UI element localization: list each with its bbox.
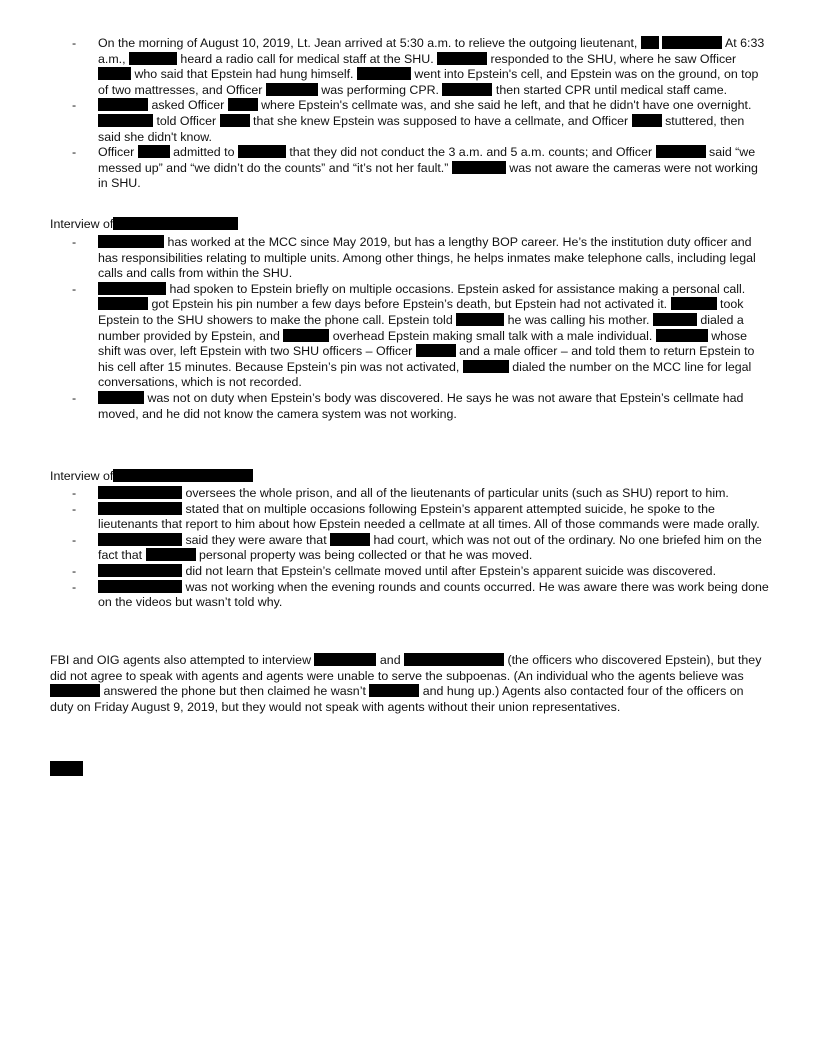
redaction-box	[442, 83, 492, 96]
section-1-bullets	[72, 36, 770, 192]
text-run: admitted to	[169, 145, 238, 160]
redaction-box	[437, 52, 487, 65]
text-run: who said that Epstein had hung himself.	[131, 67, 357, 82]
text-run: responded to the SHU, where he saw Officer	[487, 51, 737, 66]
text-run: had spoken to Epstein briefly on multiple occasions. Epstein asked for assistance making a personal call.	[166, 281, 746, 296]
bullet-dash: -	[72, 98, 77, 113]
bullet-dash: -	[72, 281, 77, 296]
redaction-box	[452, 161, 506, 174]
redaction-box	[653, 313, 697, 326]
text-run: that they did not conduct the 3 a.m. and 5 a.m. counts; and Officer	[285, 145, 656, 160]
redaction-box	[656, 145, 706, 158]
text-run: FBI and OIG agents also attempted to interview	[50, 653, 315, 667]
redaction-box	[98, 502, 182, 515]
redaction-box	[416, 344, 456, 357]
text-run: (the officers who discovered Epstein), but they did not agree to speak with agents and agents were unable to serve the subpoenas. (An individual who the agents believe was	[50, 653, 762, 683]
text-run: Officer	[98, 145, 138, 160]
redaction-box	[228, 98, 258, 111]
redaction-box	[632, 114, 662, 127]
redaction-box	[641, 36, 659, 49]
text-run: and a male officer – and told them to return Epstein to his cell after 15 minutes. Because Epstein’s pin was not activated,	[98, 344, 755, 374]
text-run: dialed a number provided by Epstein, and	[98, 312, 744, 343]
redaction-box	[671, 297, 717, 310]
text-run: asked Officer	[148, 98, 228, 113]
text-run: took Epstein to the SHU showers to make the phone call. Epstein told	[98, 297, 744, 327]
redaction-box	[98, 533, 182, 546]
text-run: where Epstein's cellmate was, and she said he left, and that he didn't have one overnight.	[257, 98, 752, 113]
redaction-box	[98, 67, 131, 80]
bullet-item	[72, 145, 770, 192]
redaction-box	[98, 486, 182, 499]
bullet-dash: -	[72, 390, 77, 405]
text-run: had court, which was not out of the ordinary. No one briefed him on the fact that	[98, 532, 762, 563]
text-run: personal property was being collected or that he was moved.	[195, 548, 533, 563]
text-run: has worked at the MCC since May 2019, but has a lengthy BOP career. He’s the institution duty officer and has responsibilities relating to multiple units. Among other things, he helps inmates make telephone calls, including legal calls and calls from within the SHU.	[98, 235, 756, 281]
redaction-box	[98, 564, 182, 577]
bullet-item	[72, 533, 770, 564]
bullet-item	[72, 36, 770, 98]
redaction-box	[456, 313, 504, 326]
redaction-box	[369, 684, 419, 697]
bullet-item	[72, 580, 770, 611]
text-run: whose shift was over, left Epstein with two SHU officers – Officer	[98, 328, 748, 359]
redaction-box	[50, 684, 100, 697]
redaction-box	[98, 391, 144, 404]
redaction-box	[129, 52, 177, 65]
redaction-box	[113, 217, 238, 230]
text-run: stated that on multiple occasions following Epstein’s apparent attempted suicide, he spoke to the lieutenants that report to him about how Epstein needed a cellmate at all times. All of those commands were made orally.	[98, 501, 760, 532]
text-run: he was calling his mother.	[504, 312, 653, 327]
bullet-item	[72, 564, 770, 580]
section-3-bullets	[72, 486, 770, 611]
redaction-box	[98, 297, 148, 310]
text-run: stuttered, then said she didn't know.	[98, 113, 745, 144]
redaction-box	[238, 145, 286, 158]
redaction-box	[113, 469, 253, 482]
text-run: that she knew Epstein was supposed to have a cellmate, and Officer	[249, 113, 632, 128]
redaction-box	[404, 653, 504, 666]
interview-heading-1-label: Interview of	[50, 217, 114, 231]
text-run: dialed the number on the MCC line for legal conversations, which is not recorded.	[98, 359, 752, 390]
redaction-box	[138, 145, 170, 158]
text-run: got Epstein his pin number a few days before Epstein’s death, but Epstein had not activated it.	[148, 297, 671, 312]
bullet-item	[72, 391, 770, 422]
redaction-box	[314, 653, 376, 666]
redaction-box	[662, 36, 722, 49]
redaction-box	[98, 282, 166, 295]
text-run: oversees the whole prison, and all of the lieutenants of particular units (such as SHU) report to him.	[182, 486, 729, 500]
redaction-box	[463, 360, 509, 373]
redaction-box	[330, 533, 370, 546]
bullet-dash: -	[72, 563, 77, 578]
redaction-box	[98, 98, 148, 111]
text-run: and	[376, 653, 405, 667]
bullet-item	[72, 282, 770, 391]
redaction-box	[283, 329, 329, 342]
redaction-box	[98, 580, 182, 593]
bullet-item	[72, 98, 770, 145]
text-run: said “we messed up” and “we didn’t do the counts” and “it’s not her fault.”	[98, 145, 756, 175]
text-run: then started CPR until medical staff came.	[492, 82, 728, 97]
text-run: At 6:33 a.m.,	[98, 36, 765, 66]
section-2-bullets	[72, 235, 770, 422]
text-run: and hung up.) Agents also contacted four of the officers on duty on Friday August 9, 2019, but they would not speak with agents without their union representatives.	[50, 684, 744, 714]
bullet-item	[72, 235, 770, 282]
interview-heading-1	[50, 217, 238, 233]
redaction-box	[98, 235, 164, 248]
bullet-dash: -	[72, 486, 77, 500]
text-run: On the morning of August 10, 2019, Lt. Jean arrived at 5:30 a.m. to relieve the outgoing lieutenant,	[98, 36, 641, 50]
redaction-box	[220, 114, 250, 127]
text-run: was not on duty when Epstein’s body was discovered. He says he was not aware that Epstein’s cellmate had moved, and he did not know the camera system was not working.	[98, 390, 744, 421]
interview-heading-2-label: Interview of	[50, 469, 114, 483]
redaction-box	[656, 329, 708, 342]
text-run: told Officer	[153, 113, 220, 128]
bullet-item	[72, 502, 770, 533]
bullet-item	[72, 486, 770, 502]
redaction-box	[146, 548, 196, 561]
bullet-dash: -	[72, 501, 77, 516]
redaction-box	[98, 114, 153, 127]
redaction-box	[266, 83, 318, 96]
bullet-dash: -	[72, 235, 77, 249]
text-run: heard a radio call for medical staff at the SHU.	[176, 51, 438, 66]
text-run: said they were aware that	[182, 532, 331, 547]
interview-heading-2	[50, 469, 253, 485]
footer-redaction-box	[50, 761, 83, 776]
text-run: was not working when the evening rounds and counts occurred. He was aware there was work being done on the videos but wasn’t told why.	[98, 579, 769, 610]
bullet-dash: -	[72, 579, 77, 594]
bullet-dash: -	[72, 36, 77, 50]
text-run: overhead Epstein making small talk with a male individual.	[329, 328, 656, 343]
redaction-box	[357, 67, 411, 80]
bullet-dash: -	[72, 145, 77, 160]
text-run: went into Epstein's cell, and Epstein was on the ground, on top of two mattresses, and Officer	[98, 67, 759, 97]
closing-paragraph	[50, 653, 768, 715]
text-run: did not learn that Epstein’s cellmate moved until after Epstein’s apparent suicide was discovered.	[182, 563, 717, 578]
text-run: was performing CPR.	[317, 82, 443, 97]
text-run: answered the phone but then claimed he wasn’t	[100, 684, 370, 699]
bullet-dash: -	[72, 532, 77, 547]
text-run: was not aware the cameras were not working in SHU.	[98, 160, 758, 191]
